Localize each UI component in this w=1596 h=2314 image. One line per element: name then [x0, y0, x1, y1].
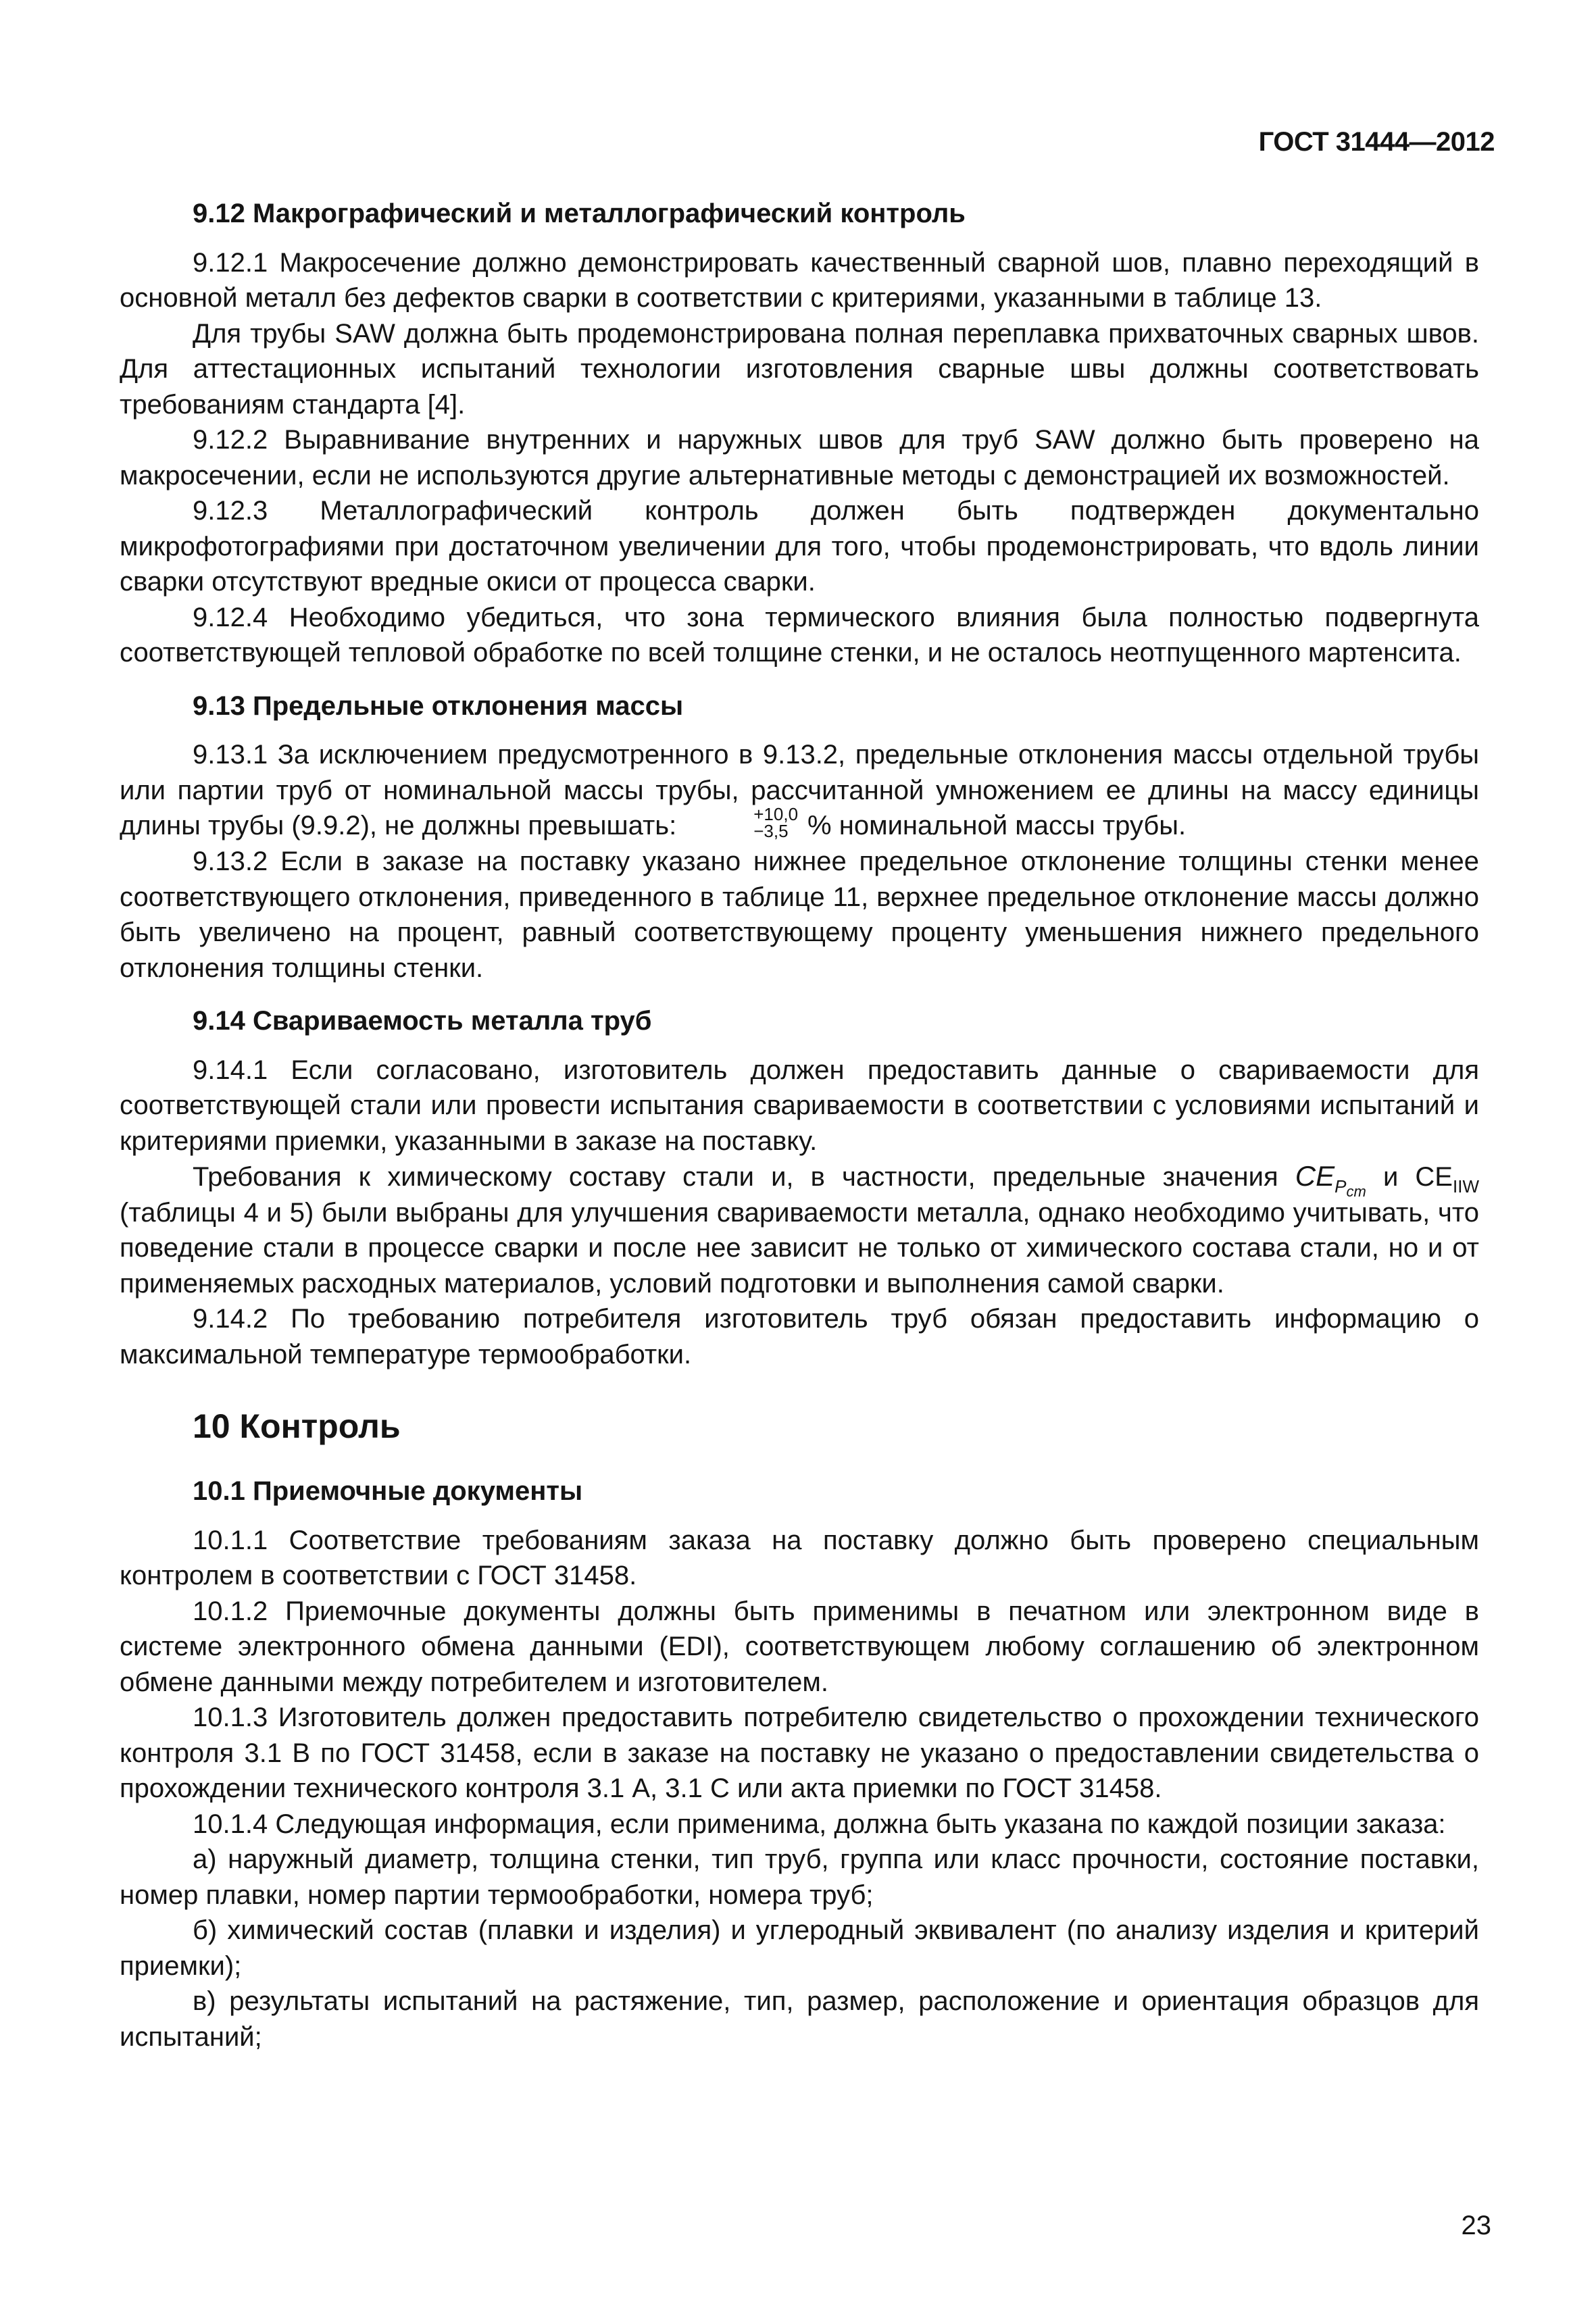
paragraph-9-12-1: 9.12.1 Макросечение должно демонстрировать качественный сварной шов, плавно переходящий в основной металл без дефектов сварки в соответствии с критериями, указанными в таблице 13. [120, 247, 1479, 313]
section-9-12-title: 9.12 Макрографический и металлографический контроль [193, 199, 966, 228]
paragraph-10-1-1: 10.1.1 Соответствие требованиям заказа на поставку должно быть проверено специальным контролем в соответствии с ГОСТ 31458. [120, 1525, 1479, 1591]
paragraph-9-14-2: 9.14.2 По требованию потребителя изготовитель труб обязан предоставить информацию о максимальной температуре термообработки. [120, 1304, 1479, 1369]
tolerance-fraction [680, 806, 798, 840]
paragraph-9-12-4: 9.12.4 Необходимо убедиться, что зона термического влияния была полностью подвергнута соответствующей тепловой обработке по всей толщине стенки, и не осталось неотпущенного мартенсита. [120, 602, 1479, 668]
standard-code: ГОСТ 31444—2012 [1258, 127, 1495, 157]
paragraph-9-12-1-saw: Для трубы SAW должна быть продемонстрирована полная переплавка прихваточных сварных швов. Для аттестационных испытаний технологии изготовления сварные швы должны соответствовать требованиям стандарта [4]. [120, 318, 1479, 420]
paragraph-9-14-1-chem: Требования к химическому составу стали и, в частности, предельные значения $CE_{P_{cm}}$ и $CE_{IIW}$ (таблицы 4 и 5) были выбраны для улучшения свариваемости металла, однако необходимо учитывать, что поведение стали в процессе сварки и после нее зависит не только от химического состава стали, но и от применяемых расходных материалов, условий подготовки и выполнения самой сварки. [120, 1160, 1479, 1299]
tolerance-upper: +10,0 [753, 804, 799, 825]
list-item-a: а) наружный диаметр, толщина стенки, тип труб, группа или класс прочности, состояние поставки, номер плавки, номер партии термообработки, номера труб; [120, 1844, 1479, 1910]
paragraph-9-13-2: 9.13.2 Если в заказе на поставку указано нижнее предельное отклонение толщины стенки менее соответствующего отклонения, приведенного в таблице 11, верхнее предельное отклонение массы должно быть увеличено на процент, равный соответствующему проценту уменьшения нижнего предельного отклонения толщины стенки. [120, 847, 1479, 983]
section-9-14-title: 9.14 Свариваемость металла труб [193, 1006, 652, 1036]
paragraph-9-13-1-text: 9.13.1 За исключением предусмотренного в 9.13.2, предельные отклонения массы отдельной трубы или партии труб от номинальной массы трубы, рассчитанной умножением ее длины на массу единицы длины трубы (9.9.2), не должны превышать: [120, 740, 1479, 840]
paragraph-9-12-3: 9.12.3 Металлографический контроль должен быть подтвержден документально микрофотографиями при достаточном увеличении для того, чтобы продемонстрировать, что вдоль линии сварки отсутствуют вредные окиси от процесса сварки. [120, 496, 1479, 597]
tolerance-lower: −3,5 [753, 821, 789, 842]
list-item-c: в) результаты испытаний на растяжение, тип, размер, расположение и ориентация образцов для испытаний; [120, 1986, 1479, 2052]
paragraph-10-1-3: 10.1.3 Изготовитель должен предоставить потребителю свидетельство о прохождении технического контроля 3.1 В по ГОСТ 31458, если в заказе на поставку не указано о предоставлении свидетельства о прохождении технического контроля 3.1 А, 3.1 С или акта приемки по ГОСТ 31458. [120, 1703, 1479, 1804]
section-10-1-title: 10.1 Приемочные документы [193, 1476, 583, 1507]
list-item-b: б) химический состав (плавки и изделия) и углеродный эквивалент (по анализу изделия и критерий приемки); [120, 1915, 1479, 1981]
page-number: 23 [1461, 2211, 1491, 2240]
paragraph-9-14-1: 9.14.1 Если согласовано, изготовитель должен предоставить данные о свариваемости для соответствующей стали или провести испытания свариваемости в соответствии с условиями испытаний и критериями приемки, указанными в заказе на поставку. [120, 1055, 1479, 1156]
paragraph-10-1-2: 10.1.2 Приемочные документы должны быть применимы в печатном или электронном виде в системе электронного обмена данными (EDI), соответствующем любому соглашению об электронном обмене данными между потребителем и изготовителем. [120, 1596, 1479, 1697]
paragraph-9-13-1 [120, 737, 1479, 844]
section-10-title: 10 Контроль [193, 1407, 401, 1446]
paragraph-9-12-2: 9.12.2 Выравнивание внутренних и наружных швов для труб SAW должно быть проверено на макросечении, если не используются другие альтернативные методы с демонстрацией их возможностей. [120, 425, 1479, 491]
paragraph-9-13-1-tail: % номинальной массы трубы. [807, 811, 1187, 840]
ce-iiw-formula: $CE_{IIW}$ [1415, 1162, 1479, 1197]
page-content [120, 196, 1479, 2055]
ce-pcm-formula: $CE_{P_{cm}}$ [1295, 1160, 1366, 1201]
paragraph-chem-tail: (таблицы 4 и 5) были выбраны для улучшения свариваемости металла, однако необходимо учитывать, что поведение стали в процессе сварки и после нее зависит не только от химического состава стали, но и от применяемых расходных материалов, условий подготовки и выполнения самой сварки. [120, 1197, 1479, 1299]
paragraph-chem-text: Требования к химическому составу стали и, в частности, предельные значения [193, 1162, 1278, 1192]
paragraph-10-1-4: 10.1.4 Следующая информация, если применима, должна быть указана по каждой позиции заказа: [193, 1809, 1446, 1839]
section-9-13-title: 9.13 Предельные отклонения массы [193, 690, 684, 721]
